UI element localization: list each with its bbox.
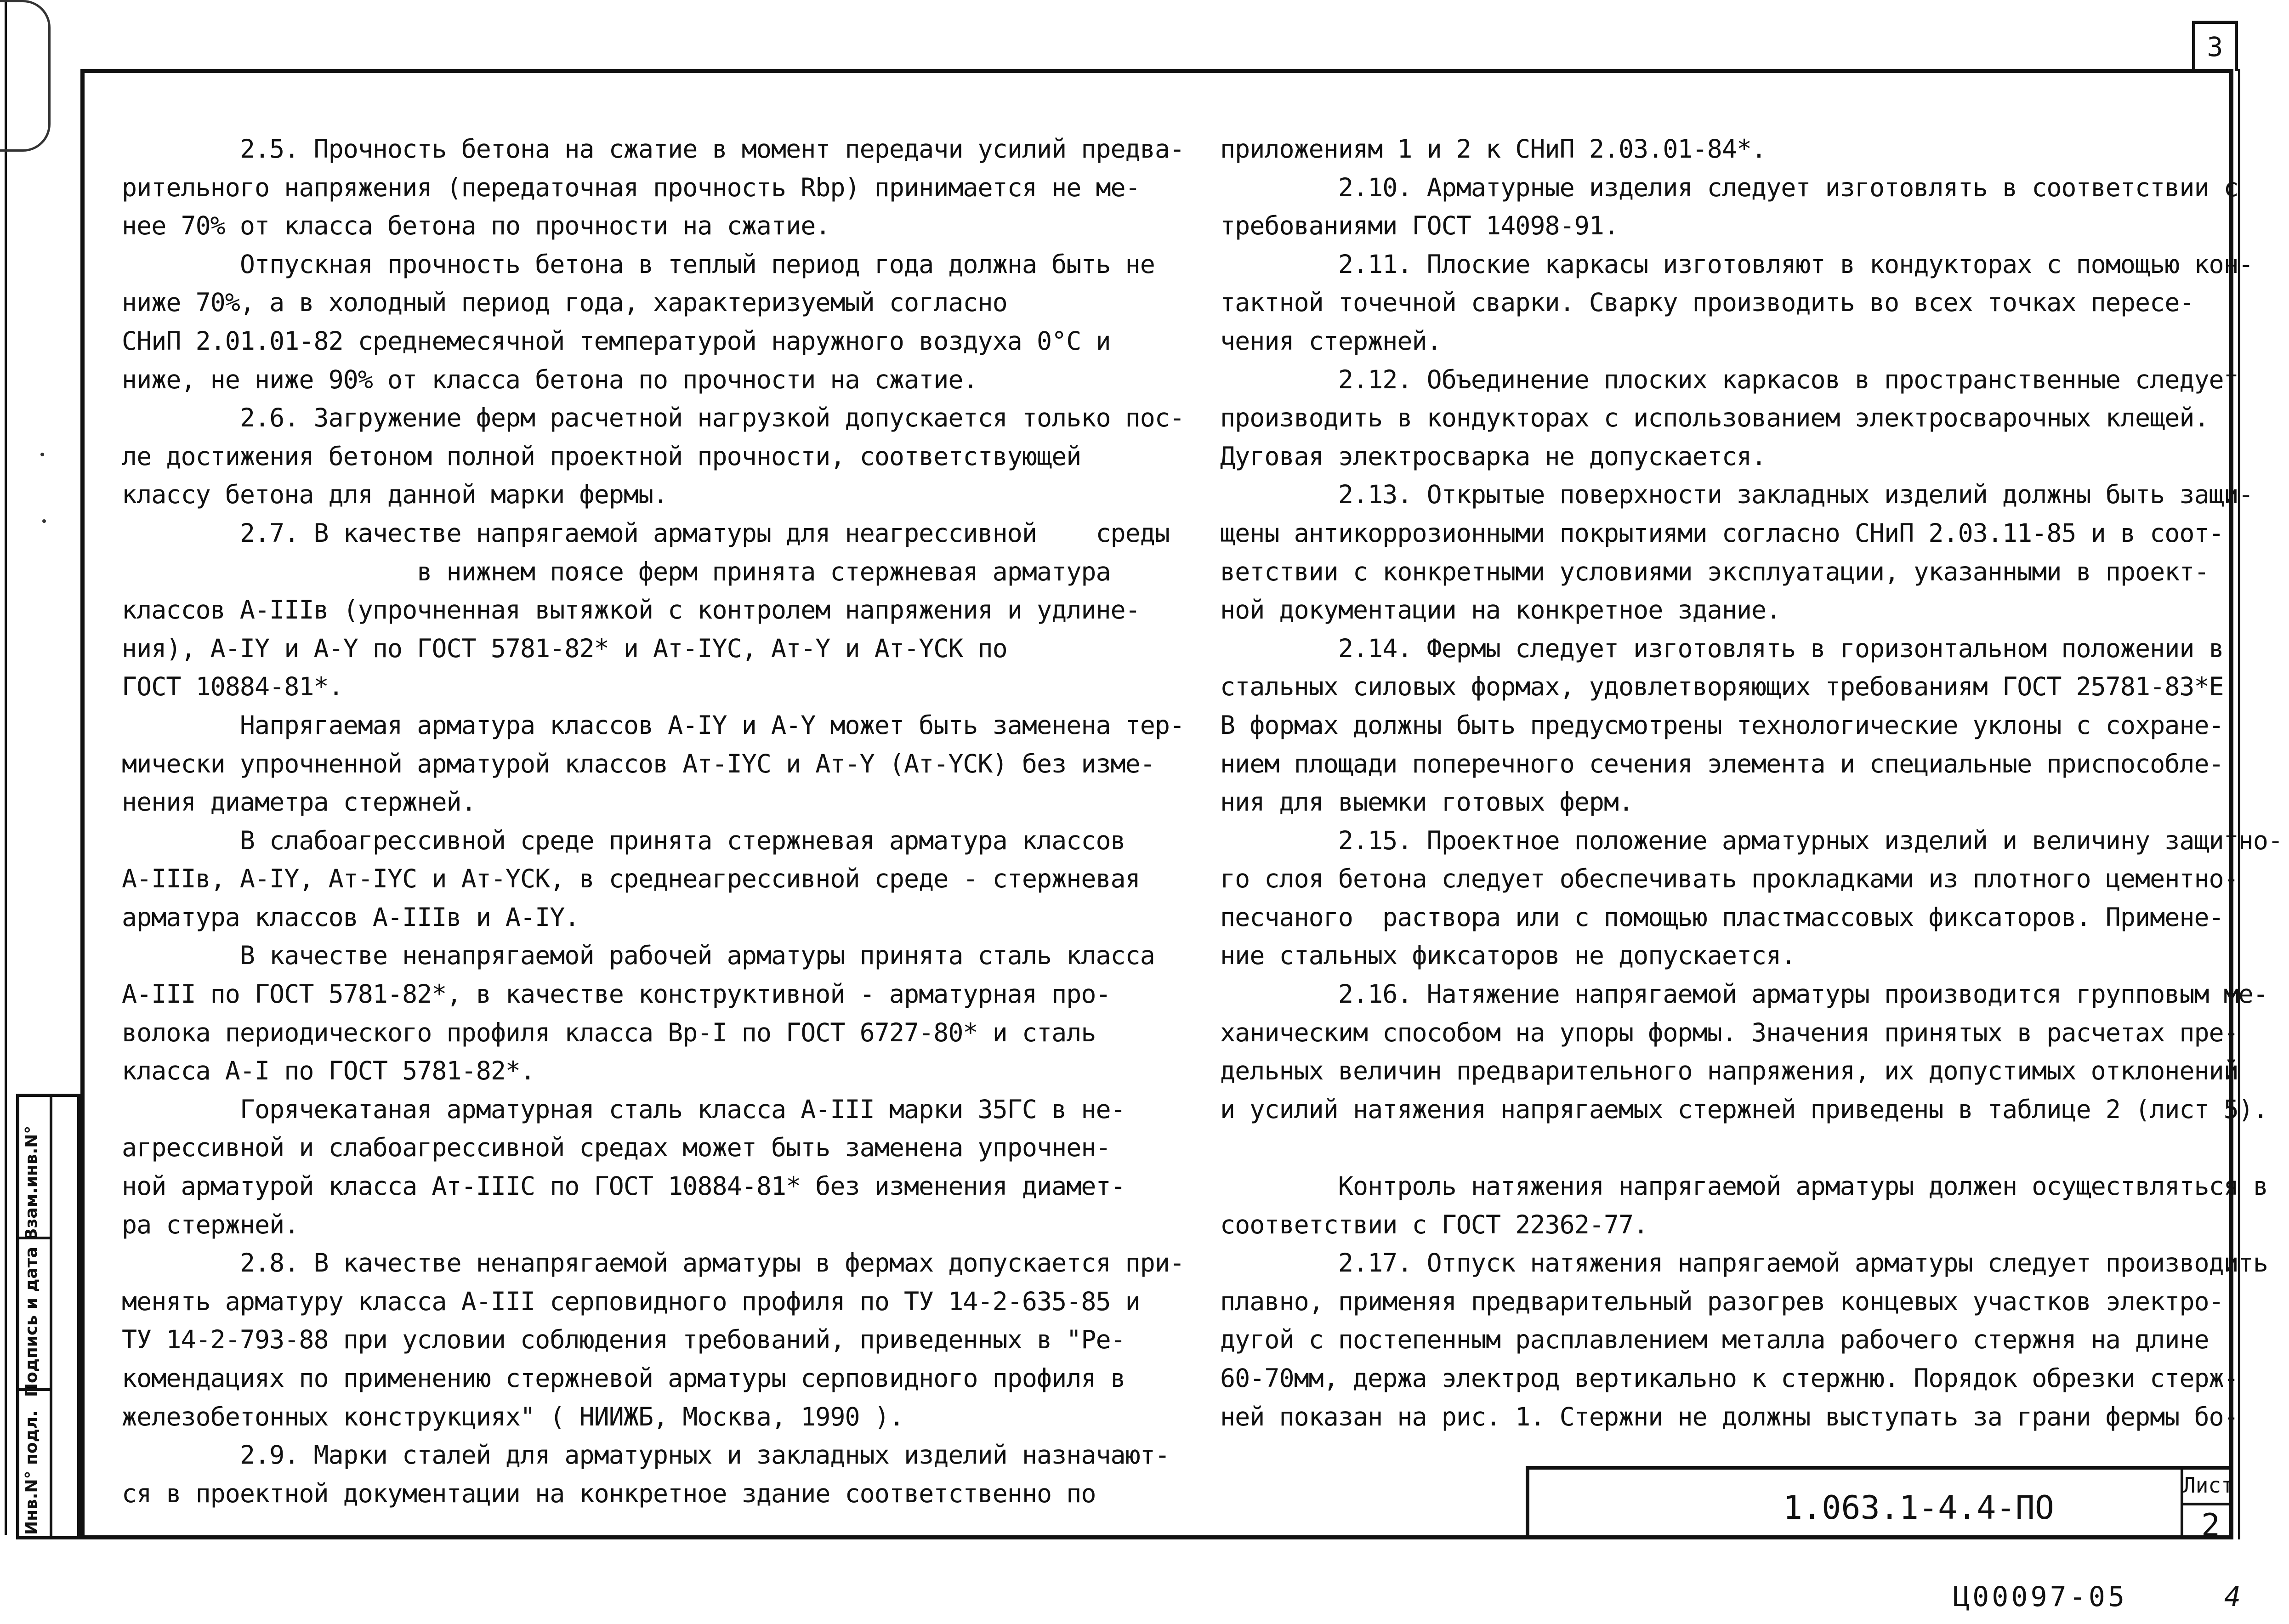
text-line: 2.9. Марки сталей для арматурных и закладных изделий назначают- — [122, 1440, 1170, 1470]
text-line: плавно, применяя предварительный разогрев концевых участков электро- — [1220, 1286, 2224, 1316]
text-line: арматура классов А-IIIв и А-IY. — [122, 902, 579, 932]
text-line: ветствии с конкретными условиями эксплуатации, указанными в проект- — [1220, 556, 2209, 586]
text-line: стальных силовых формах, удовлетворяющих требованиям ГОСТ 25781-83*Е. — [1220, 672, 2238, 702]
text-line: 2.11. Плоские каркасы изготовляют в кондукторах с помощью кон- — [1220, 249, 2253, 279]
text-line: 2.14. Фермы следует изготовлять в горизонтальном положении в — [1220, 633, 2224, 663]
text-line: ниже, не ниже 90% от класса бетона по прочности на сжатие. — [122, 364, 978, 394]
text-line: 60-70мм, держа электрод вертикально к стержню. Порядок обрезки стерж- — [1220, 1363, 2238, 1393]
text-line: дугой с постепенным расплавлением металла рабочего стержня на длине — [1220, 1325, 2209, 1355]
right-text-column — [1220, 130, 2283, 1436]
text-line: 2.6. Загружение ферм расчетной нагрузкой допускается только пос- — [122, 403, 1185, 433]
text-line: ле достижения бетоном полной проектной прочности, соответствующей — [122, 441, 1081, 471]
text-line: чения стержней. — [1220, 326, 1442, 356]
text-line: класса А-I по ГОСТ 5781-82*. — [122, 1056, 535, 1086]
text-line: железобетонных конструкциях" ( НИИЖБ, Москва, 1990 ). — [122, 1402, 904, 1431]
text-line: Дуговая электросварка не допускается. — [1220, 441, 1766, 471]
text-line: и усилий натяжения напрягаемых стержней приведены в таблице 2 (лист 5). — [1220, 1094, 2268, 1124]
text-line: В качестве ненапрягаемой рабочей арматуры принята сталь класса — [122, 941, 1155, 971]
side-label-podpis: Подпись и дата — [22, 1247, 41, 1397]
text-line: 2.15. Проектное положение арматурных изделий и величину защитно- — [1220, 825, 2283, 855]
text-line: соответствии с ГОСТ 22362-77. — [1220, 1209, 1648, 1239]
text-line: В формах должны быть предусмотрены технологические уклоны с сохране- — [1220, 710, 2224, 740]
scan-speck — [40, 453, 44, 456]
text-line: 2.8. В качестве ненапрягаемой арматуры в фермах допускается при- — [122, 1248, 1185, 1278]
text-line: мически упрочненной арматурой классов Ат-IYС и Ат-Y (Ат-YСК) без изме- — [122, 749, 1155, 778]
left-text-column — [122, 130, 1185, 1513]
text-line: А-IIIв, А-IY, Ат-IYС и Ат-YСК, в среднеагрессивной среде - стержневая — [122, 864, 1140, 894]
document-code: 1.063.1-4.4-ПО — [1783, 1489, 2055, 1527]
text-line: в нижнем поясе ферм принята стержневая арматура — [122, 556, 1111, 586]
text-line: ней показан на рис. 1. Стержни не должны выступать за грани фермы бо- — [1220, 1402, 2238, 1431]
text-line: нием площади поперечного сечения элемента и специальные приспособле- — [1220, 749, 2224, 778]
text-line: агрессивной и слабоагрессивной средах может быть заменена упрочнен- — [122, 1133, 1111, 1163]
text-line: требованиями ГОСТ 14098-91. — [1220, 211, 1619, 241]
footer-page-number: 4 — [2224, 1581, 2241, 1613]
text-line: ГОСТ 10884-81*. — [122, 672, 343, 702]
text-line: ной арматурой класса Ат-IIIС по ГОСТ 10884-81* без изменения диамет- — [122, 1171, 1125, 1201]
text-line: ния), А-IY и А-Y по ГОСТ 5781-82* и Ат-IYС, Ат-Y и Ат-YСК по — [122, 633, 1007, 663]
text-line: менять арматуру класса А-III серповидного профиля по ТУ 14-2-635-85 и — [122, 1286, 1140, 1316]
text-line: приложениям 1 и 2 к СНиП 2.03.01-84*. — [1220, 134, 1766, 164]
text-line: 2.10. Арматурные изделия следует изготовлять в соответствии с — [1220, 172, 2238, 202]
text-line: песчаного раствора или с помощью пластмассовых фиксаторов. Примене- — [1220, 902, 2224, 932]
text-line: 2.13. Открытые поверхности закладных изделий должны быть защи- — [1220, 480, 2253, 510]
text-line: щены антикоррозионными покрытиями согласно СНиП 2.03.11-85 и в соот- — [1220, 518, 2224, 548]
text-line: ния для выемки готовых ферм. — [1220, 787, 1634, 817]
text-line: 2.17. Отпуск натяжения напрягаемой арматуры следует производить — [1220, 1248, 2268, 1278]
text-line: волока периодического профиля класса Вр-I по ГОСТ 6727-80* и сталь — [122, 1017, 1096, 1047]
page-frame-right-double — [2224, 69, 2240, 1539]
sheet-cell-divider — [2181, 1503, 2233, 1505]
text-line: ние стальных фиксаторов не допускается. — [1220, 941, 1796, 971]
text-line: рительного напряжения (передаточная прочность Rbp) принимается не ме- — [122, 172, 1140, 202]
text-line: СНиП 2.01.01-82 среднемесячной температурой наружного воздуха 0°С и — [122, 326, 1111, 356]
side-label-inv: Инв.N° подл. — [22, 1410, 41, 1535]
text-line: ханическим способом на упоры формы. Значения принятых в расчетах пре- — [1220, 1017, 2238, 1047]
scan-speck — [42, 519, 46, 523]
sheet-number: 2 — [2201, 1507, 2220, 1544]
text-line: Контроль натяжения напрягаемой арматуры должен осуществляться в — [1220, 1171, 2268, 1201]
text-line: комендациях по применению стержневой арматуры серповидного профиля в — [122, 1363, 1125, 1393]
text-line: Напрягаемая арматура классов А-IY и А-Y может быть заменена тер- — [122, 710, 1185, 740]
text-line: 2.12. Объединение плоских каркасов в пространственные следует — [1220, 364, 2238, 394]
text-line: ной документации на конкретное здание. — [1220, 595, 1781, 625]
text-line: нее 70% от класса бетона по прочности на сжатие. — [122, 211, 830, 241]
text-line: нения диаметра стержней. — [122, 787, 476, 817]
side-strip-divider — [50, 1097, 52, 1536]
text-line: ра стержней. — [122, 1209, 299, 1239]
text-line: ТУ 14-2-793-88 при условии соблюдения требований, приведенных в "Ре- — [122, 1325, 1125, 1355]
text-line: классу бетона для данной марки фермы. — [122, 480, 668, 510]
stamp-seal — [0, 0, 51, 152]
text-line: ся в проектной документации на конкретное здание соответственно по — [122, 1478, 1096, 1508]
text-line: производить в кондукторах с использованием электросварочных клещей. — [1220, 403, 2209, 433]
text-line: 2.16. Натяжение напрягаемой арматуры производится групповым ме- — [1220, 979, 2268, 1009]
text-line: дельных величин предварительного напряжения, их допустимых отклонений — [1220, 1056, 2238, 1086]
text-line: В слабоагрессивной среде принята стержневая арматура классов — [122, 825, 1125, 855]
text-line: А-III по ГОСТ 5781-82*, в качестве конструктивной - арматурная про- — [122, 979, 1111, 1009]
corner-page-number: 3 — [2192, 21, 2238, 71]
side-label-vzam: Взам.инв.N° — [22, 1125, 41, 1241]
text-line: классов А-IIIв (упрочненная вытяжкой с контролем напряжения и удлине- — [122, 595, 1140, 625]
text-line: 2.7. В качестве напрягаемой арматуры для неагрессивной среды — [122, 518, 1170, 548]
text-line: Отпускная прочность бетона в теплый период года должна быть не — [122, 249, 1155, 279]
text-line: го слоя бетона следует обеспечивать прокладками из плотного цементно- — [1220, 864, 2238, 894]
footer-archive-code: Ц00097-05 — [1953, 1581, 2128, 1613]
text-line: тактной точечной сварки. Сварку производить во всех точках пересе- — [1220, 288, 2194, 318]
sheet-label: Лист — [2183, 1473, 2234, 1498]
text-line: Горячекатаная арматурная сталь класса А-III марки 35ГС в не- — [122, 1094, 1125, 1124]
text-line: 2.5. Прочность бетона на сжатие в момент передачи усилий предва- — [122, 134, 1185, 164]
left-margin-line — [5, 0, 11, 1535]
text-line — [1220, 1129, 2199, 1167]
text-line: ниже 70%, а в холодный период года, характеризуемый согласно — [122, 288, 1007, 318]
